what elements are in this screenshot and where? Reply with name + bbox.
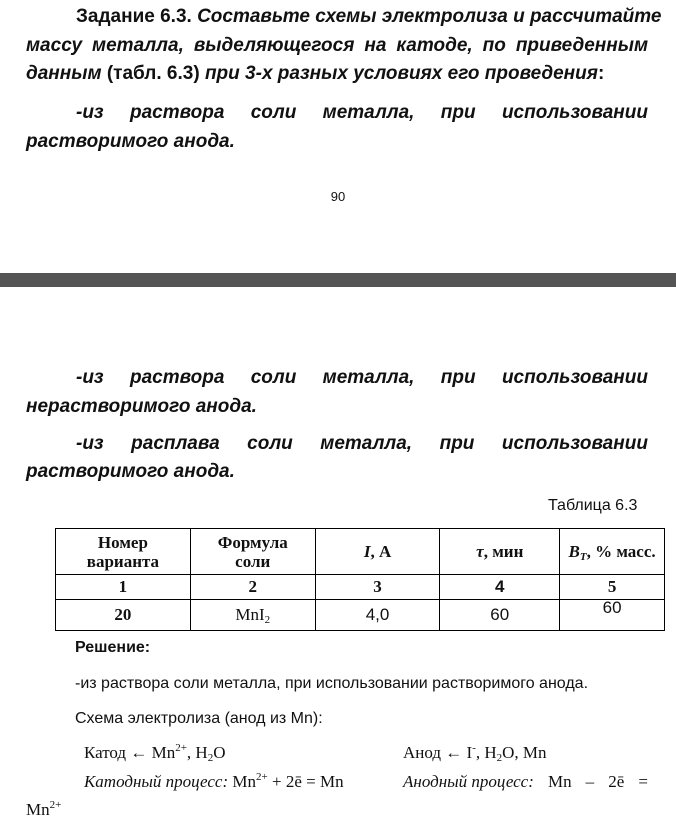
table-caption: Таблица 6.3 (548, 497, 638, 514)
cathode-process: Катодный процесс: $Mn^{2+}$ + 2ē = Mn (84, 771, 344, 791)
task-line-1 (76, 6, 662, 28)
condition-1-tail: растворимого анода. (26, 131, 235, 152)
header-variant: Номер варианта (56, 529, 191, 575)
cell-current: 4,0 (315, 600, 440, 631)
condition-2-tail: нерастворимого анода. (26, 396, 257, 417)
anode-process: Анодный процесс: Mn – 2ē = (403, 772, 648, 791)
task-label: Задание 6.3. (76, 6, 192, 27)
table-number-row: 1 2 3 4 5 (56, 575, 665, 600)
anode-process-continued: $Mn^{2+}$ (26, 799, 62, 819)
table-header-row (56, 529, 665, 575)
header-current: I, А (315, 529, 440, 575)
cathode-line: Катод ← $Mn^{2+}$, $H_2O$ (84, 742, 226, 764)
condition-3: -из расплава соли металла, при использовании (76, 433, 648, 454)
page-separator (0, 273, 676, 287)
condition-3-tail: растворимого анода. (26, 461, 235, 482)
data-table (55, 528, 665, 631)
task-text: Составьте схемы электролиза и рассчитайте (197, 6, 662, 27)
scheme-title: Схема электролиза (анод из Mn): (75, 710, 323, 727)
header-formula: Формула соли (190, 529, 315, 575)
cell-formula: MnI$_2$ (190, 600, 315, 631)
task-line-2: массу металла, выделяющегося на катоде, по приведенным (26, 35, 648, 56)
condition-2: -из раствора соли металла, при использовании (76, 367, 648, 388)
header-yield: $B_T$, % масс. (560, 529, 665, 575)
solution-heading: Решение: (75, 639, 151, 656)
header-time: τ, мин (440, 529, 560, 575)
page-number: 90 (330, 189, 346, 204)
cell-yield: 60 (560, 600, 665, 631)
solution-subtitle: -из раствора соли металла, при использовании растворимого анода. (75, 675, 589, 692)
condition-1: -из раствора соли металла, при использовании (76, 102, 648, 123)
task-line-3: данным (табл. 6.3) при 3-х разных условиях его проведения: (26, 63, 605, 84)
cell-time: 60 (440, 600, 560, 631)
cell-variant: 20 (56, 600, 191, 631)
anode-line: Анод ← I-, $H_2O$, Mn (403, 742, 547, 764)
table-row (56, 600, 665, 631)
